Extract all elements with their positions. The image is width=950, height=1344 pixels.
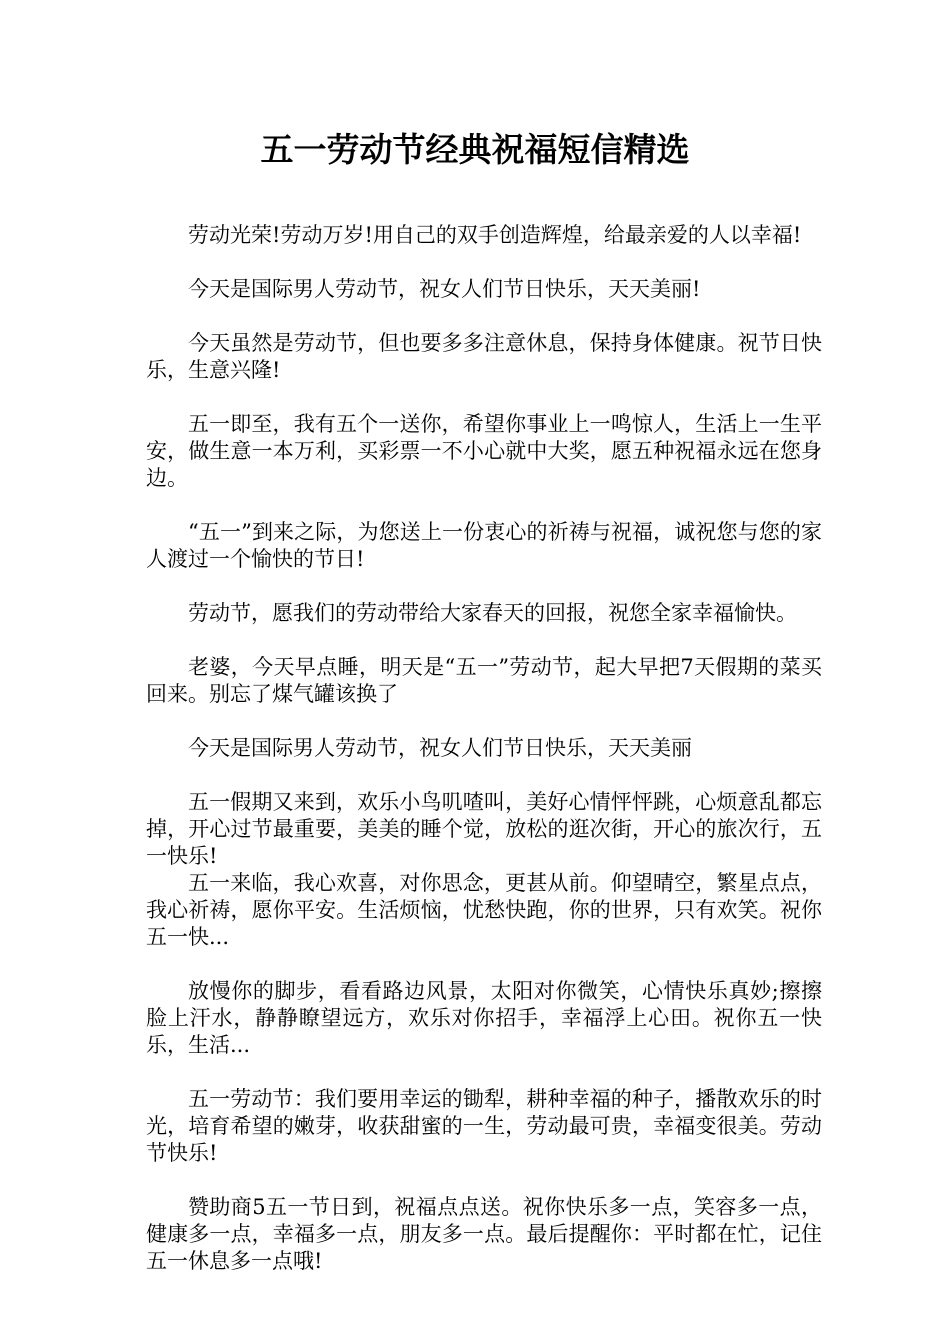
paragraph-gap: [146, 492, 822, 519]
paragraph-gap: [146, 249, 822, 276]
paragraph-7: 老婆，今天早点睡，明天是“五一”劳动节，起大早把7天假期的菜买回来。别忘了煤气罐该换了: [146, 655, 822, 706]
paragraph-gap: [146, 627, 822, 654]
paragraph-9: 五一假期又来到，欢乐小鸟叽喳叫，美好心情怦怦跳，心烦意乱都忘掉，开心过节最重要，美美的睡个觉，放松的逛次街，开心的旅次行，五一快乐!: [146, 790, 822, 868]
paragraph-2: 今天是国际男人劳动节，祝女人们节日快乐，天天美丽!: [188, 277, 701, 301]
paragraph-13: 赞助商5五一节日到，祝福点点送。祝你快乐多一点，笑容多一点，健康多一点，幸福多一点，朋友多一点。最后提醒你：平时都在忙，记住五一休息多一点哦!: [146, 1195, 822, 1273]
paragraph-5: “五一”到来之际，为您送上一份衷心的祈祷与祝福，诚祝您与您的家人渡过一个愉快的节日!: [146, 520, 822, 571]
paragraph-4: 五一即至，我有五个一送你，希望你事业上一鸣惊人，生活上一生平安，做生意一本万利，买彩票一不小心就中大奖，愿五种祝福永远在您身边。: [146, 412, 822, 490]
paragraph-1: 劳动光荣!劳动万岁!用自己的双手创造辉煌，给最亲爱的人以幸福!: [188, 223, 802, 247]
document-body: [146, 222, 822, 1275]
paragraph-gap: [146, 573, 822, 600]
paragraph-3: 今天虽然是劳动节，但也要多多注意休息，保持身体健康。祝节日快乐，生意兴隆!: [146, 331, 822, 382]
paragraph-10: 五一来临，我心欢喜，对你思念，更甚从前。仰望晴空，繁星点点，我心祈祷，愿你平安。生活烦恼，忧愁快跑，你的世界，只有欢笑。祝你五一快...: [146, 871, 822, 949]
paragraph-gap: [146, 384, 822, 411]
paragraph-gap: [146, 708, 822, 735]
paragraph-12: 五一劳动节：我们要用幸运的锄犁，耕种幸福的种子，播散欢乐的时光，培育希望的嫩芽，收获甜蜜的一生，劳动最可贵，幸福变很美。劳动节快乐!: [146, 1087, 822, 1165]
paragraph-6: 劳动节，愿我们的劳动带给大家春天的回报，祝您全家幸福愉快。: [188, 601, 797, 625]
paragraph-gap: [146, 1167, 822, 1194]
paragraph-gap: [146, 951, 822, 978]
paragraph-11: 放慢你的脚步，看看路边风景，太阳对你微笑，心情快乐真妙;擦擦脸上汗水，静静瞭望远方，欢乐对你招手，幸福浮上心田。祝你五一快乐，生活...: [146, 979, 822, 1057]
paragraph-gap: [146, 303, 822, 330]
paragraph-gap: [146, 1059, 822, 1086]
document-title: 五一劳动节经典祝福短信精选: [260, 130, 690, 169]
paragraph-8: 今天是国际男人劳动节，祝女人们节日快乐，天天美丽: [188, 736, 692, 760]
paragraph-gap: [146, 762, 822, 789]
